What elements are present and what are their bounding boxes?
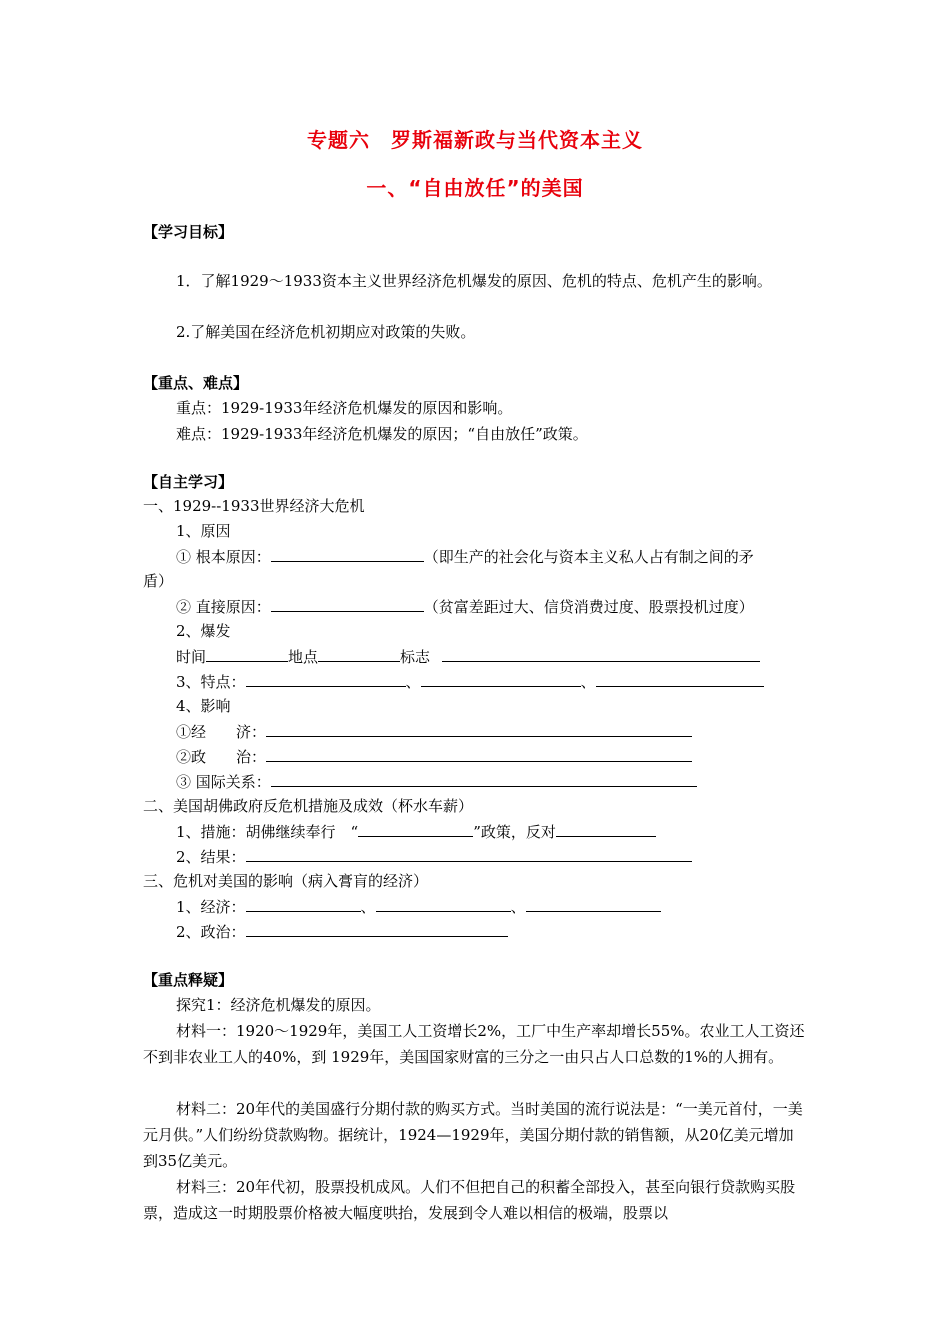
impact-politics-blank[interactable] [266, 746, 692, 762]
impact-politics-line: ②政 治： [176, 746, 692, 767]
impact-intl-line: ③ 国际关系： [176, 771, 697, 792]
us-economy-blank-2[interactable] [376, 896, 511, 912]
material-1: 材料一：1920～1929年，美国工人工资增长2%，工厂中生产率却增长55%。农业工人工资还不到非农业工人的40%，到 1929年，美国国家财富的三分之一由只占人口总数的1%的人拥有。 [143, 1022, 805, 1066]
section-heading-goals: 【学习目标】 [143, 223, 234, 241]
impact-economy-line: ①经 济： [176, 721, 692, 742]
root-cause-note-end: 盾） [143, 572, 174, 590]
direct-cause-line: ② 直接原因： （贫富差距过大、信贷消费过度、股票投机过度） [176, 598, 754, 616]
section-heading-explain: 【重点释疑】 [143, 971, 234, 989]
direct-cause-blank[interactable] [271, 596, 424, 612]
measures-line: 1、措施：胡佛继续奉行 “ ”政策，反对 [176, 821, 656, 842]
explore-1-title: 探究1：经济危机爆发的原因。 [176, 996, 381, 1014]
selfstudy-part3-title: 三、危机对美国的影响（病入膏肓的经济） [143, 872, 429, 890]
policy-blank[interactable] [358, 821, 473, 837]
time-blank[interactable] [206, 646, 288, 662]
material-3: 材料三：20年代初，股票投机成风。人们不但把自己的积蓄全部投入，甚至向银行贷款购买股票，造成这一时期股票价格被大幅度哄抬，发展到令人难以相信的极端，股票以 [143, 1178, 796, 1222]
result-blank[interactable] [246, 846, 692, 862]
outbreak-label: 2、爆发 [176, 622, 231, 640]
section-heading-selfstudy: 【自主学习】 [143, 473, 234, 491]
keypoint-focus: 重点：1929-1933年经济危机爆发的原因和影响。 [176, 399, 513, 417]
impact-economy-blank[interactable] [266, 721, 692, 737]
root-cause-blank[interactable] [271, 546, 424, 562]
selfstudy-part2-title: 二、美国胡佛政府反危机措施及成效（杯水车薪） [143, 797, 474, 815]
goal-item-2: 2.了解美国在经济危机初期应对政策的失败。 [176, 323, 476, 341]
feature-blank-3[interactable] [596, 671, 764, 687]
section-heading-keypoints: 【重点、难点】 [143, 374, 249, 392]
us-politics-blank[interactable] [246, 921, 508, 937]
doc-subtitle: 一、“自由放任”的美国 [366, 176, 584, 200]
us-economy-line: 1、经济： 、 、 [176, 896, 661, 917]
feature-blank-2[interactable] [421, 671, 581, 687]
us-economy-blank-3[interactable] [526, 896, 661, 912]
place-blank[interactable] [318, 646, 400, 662]
material-2: 材料二：20年代的美国盛行分期付款的购买方式。当时美国的流行说法是：“一美元首付，一美元月供。”人们纷纷贷款购物。据统计，1924—1929年，美国分期付款的销售额，从20亿美元增加到35亿美元。 [143, 1100, 803, 1170]
keypoint-difficulty: 难点：1929-1933年经济危机爆发的原因；“自由放任”政策。 [176, 425, 588, 443]
result-line: 2、结果： [176, 846, 692, 867]
impact-label: 4、影响 [176, 697, 231, 715]
cause-label: 1、原因 [176, 522, 231, 540]
us-politics-line: 2、政治： [176, 921, 508, 942]
impact-intl-blank[interactable] [271, 771, 697, 787]
feature-blank-1[interactable] [246, 671, 406, 687]
features-line: 3、特点： 、 、 [176, 671, 764, 692]
sign-blank[interactable] [442, 646, 760, 662]
selfstudy-part1-title: 一、1929--1933世界经济大危机 [143, 497, 365, 515]
us-economy-blank-1[interactable] [246, 896, 361, 912]
goal-item-1: 1．了解1929～1933资本主义世界经济危机爆发的原因、危机的特点、危机产生的影响。 [176, 272, 772, 290]
oppose-blank[interactable] [556, 821, 656, 837]
outbreak-line: 时间 地点 标志 [176, 646, 760, 667]
doc-title: 专题六 罗斯福新政与当代资本主义 [307, 128, 643, 152]
root-cause-line: ① 根本原因： （即生产的社会化与资本主义私人占有制之间的矛 [176, 548, 754, 566]
